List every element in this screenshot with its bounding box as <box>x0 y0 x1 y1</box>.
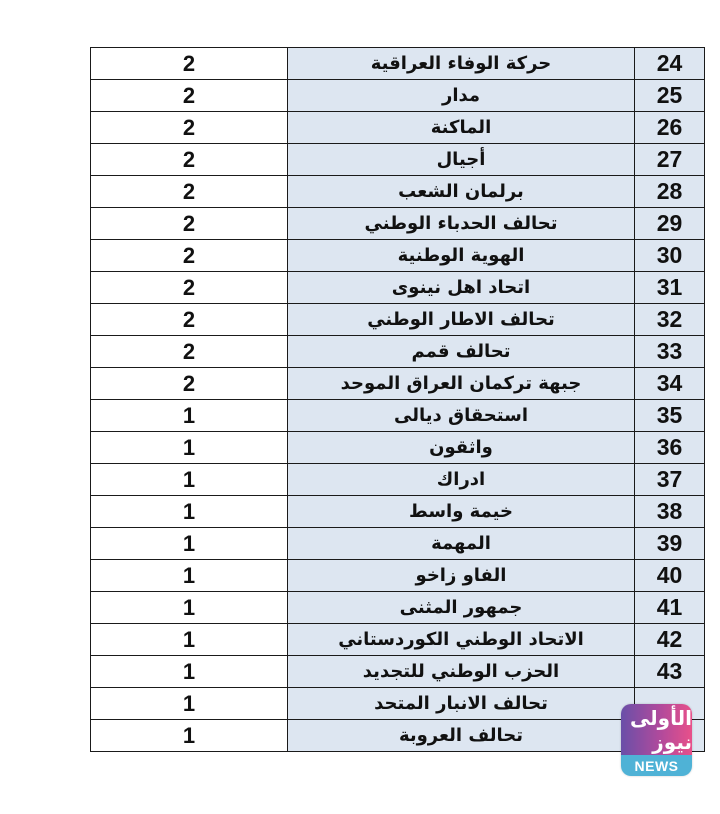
seats-cell: 1 <box>91 560 288 592</box>
table-row <box>91 528 705 560</box>
row-number-cell: 32 <box>635 304 705 336</box>
row-number-cell: 28 <box>635 176 705 208</box>
seats-cell: 2 <box>91 176 288 208</box>
table-row <box>91 144 705 176</box>
results-table-container <box>90 47 703 752</box>
row-number-cell: 29 <box>635 208 705 240</box>
table-row <box>91 368 705 400</box>
row-number-cell: 33 <box>635 336 705 368</box>
row-number-cell: 26 <box>635 112 705 144</box>
table-row <box>91 464 705 496</box>
party-name-cell: جمهور المثنى <box>288 592 635 624</box>
party-name-cell: الاتحاد الوطني الكوردستاني <box>288 624 635 656</box>
party-name-cell: تحالف الحدباء الوطني <box>288 208 635 240</box>
party-name-cell: تحالف الانبار المتحد <box>288 688 635 720</box>
seats-cell: 1 <box>91 656 288 688</box>
seats-cell: 1 <box>91 464 288 496</box>
table-row <box>91 304 705 336</box>
row-number-cell: 34 <box>635 368 705 400</box>
row-number-cell: 37 <box>635 464 705 496</box>
table-row <box>91 400 705 432</box>
party-name-cell: تحالف العروبة <box>288 720 635 752</box>
results-table <box>90 47 705 752</box>
row-number-cell: 41 <box>635 592 705 624</box>
row-number-cell: 38 <box>635 496 705 528</box>
table-row <box>91 592 705 624</box>
logo-news-label: NEWS <box>621 755 692 776</box>
row-number-cell: 24 <box>635 48 705 80</box>
seats-cell: 2 <box>91 80 288 112</box>
table-row <box>91 272 705 304</box>
party-name-cell: المهمة <box>288 528 635 560</box>
seats-cell: 1 <box>91 528 288 560</box>
table-row <box>91 208 705 240</box>
party-name-cell: خيمة واسط <box>288 496 635 528</box>
table-row <box>91 656 705 688</box>
results-table-body <box>91 48 705 752</box>
table-row <box>91 432 705 464</box>
party-name-cell: استحقاق ديالى <box>288 400 635 432</box>
logo-brand-mark: الأولى نيوز <box>621 704 692 755</box>
party-name-cell: اتحاد اهل نينوى <box>288 272 635 304</box>
table-row <box>91 112 705 144</box>
party-name-cell: ادراك <box>288 464 635 496</box>
row-number-cell: 43 <box>635 656 705 688</box>
seats-cell: 1 <box>91 592 288 624</box>
seats-cell: 2 <box>91 208 288 240</box>
party-name-cell: تحالف قمم <box>288 336 635 368</box>
row-number-cell: 31 <box>635 272 705 304</box>
seats-cell: 2 <box>91 240 288 272</box>
row-number-cell: 30 <box>635 240 705 272</box>
seats-cell: 1 <box>91 400 288 432</box>
row-number-cell: 27 <box>635 144 705 176</box>
seats-cell: 2 <box>91 48 288 80</box>
table-row <box>91 240 705 272</box>
party-name-cell: الماكنة <box>288 112 635 144</box>
seats-cell: 2 <box>91 368 288 400</box>
seats-cell: 2 <box>91 336 288 368</box>
news-logo <box>621 704 692 776</box>
row-number-cell: 42 <box>635 624 705 656</box>
row-number-cell: 25 <box>635 80 705 112</box>
table-row <box>91 80 705 112</box>
row-number-cell: 40 <box>635 560 705 592</box>
seats-cell: 1 <box>91 624 288 656</box>
table-row <box>91 48 705 80</box>
party-name-cell: برلمان الشعب <box>288 176 635 208</box>
table-row <box>91 720 705 752</box>
table-row <box>91 688 705 720</box>
party-name-cell: تحالف الاطار الوطني <box>288 304 635 336</box>
party-name-cell: الحزب الوطني للتجديد <box>288 656 635 688</box>
table-row <box>91 560 705 592</box>
seats-cell: 1 <box>91 688 288 720</box>
seats-cell: 1 <box>91 720 288 752</box>
party-name-cell: الفاو زاخو <box>288 560 635 592</box>
table-row <box>91 624 705 656</box>
party-name-cell: جبهة تركمان العراق الموحد <box>288 368 635 400</box>
party-name-cell: مدار <box>288 80 635 112</box>
row-number-cell: 36 <box>635 432 705 464</box>
seats-cell: 1 <box>91 496 288 528</box>
seats-cell: 2 <box>91 304 288 336</box>
row-number-cell: 35 <box>635 400 705 432</box>
seats-cell: 2 <box>91 112 288 144</box>
party-name-cell: الهوية الوطنية <box>288 240 635 272</box>
party-name-cell: أجيال <box>288 144 635 176</box>
table-row <box>91 176 705 208</box>
table-row <box>91 496 705 528</box>
row-number-cell: 39 <box>635 528 705 560</box>
party-name-cell: واثقون <box>288 432 635 464</box>
seats-cell: 1 <box>91 432 288 464</box>
party-name-cell: حركة الوفاء العراقية <box>288 48 635 80</box>
seats-cell: 2 <box>91 144 288 176</box>
table-row <box>91 336 705 368</box>
seats-cell: 2 <box>91 272 288 304</box>
